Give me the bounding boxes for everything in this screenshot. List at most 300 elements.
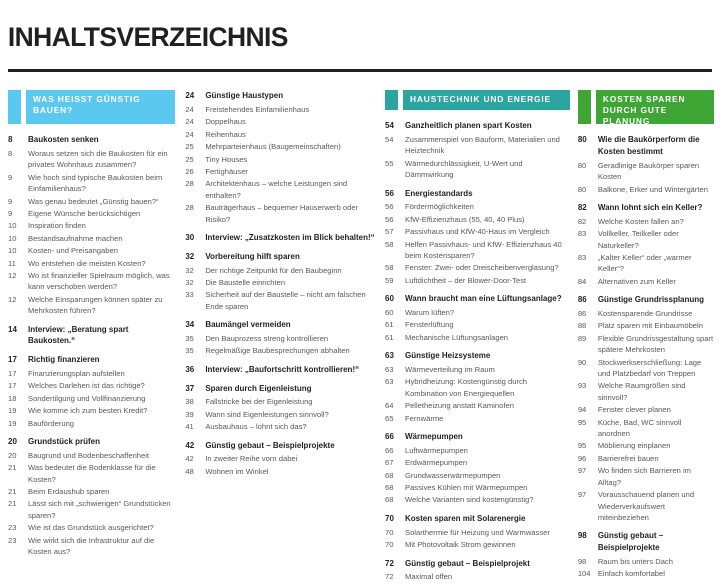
toc-page-number: 10 <box>8 233 17 243</box>
toc-entry-label: Eigene Wünsche berücksichtigen <box>28 208 141 218</box>
toc-entry-label: Maximal offen <box>405 572 453 582</box>
toc-page-number: 59 <box>385 275 394 285</box>
toc-page-number: 90 <box>577 357 587 367</box>
toc-entry-row[interactable] <box>385 445 570 456</box>
toc-entry-label: Passivhaus und KfW-40-Haus im Vergleich <box>405 227 550 237</box>
toc-entry-row[interactable] <box>385 307 570 318</box>
toc-entry-row[interactable] <box>185 141 375 152</box>
toc-page-number: 24 <box>185 129 194 139</box>
toc-page-number: 55 <box>385 158 394 168</box>
toc-entry-row[interactable] <box>385 262 570 273</box>
toc-entry-row[interactable] <box>578 453 714 464</box>
toc-page-number: 80 <box>577 135 587 145</box>
toc-chapter-row[interactable] <box>185 383 375 395</box>
toc-entry-label: Günstige Grundrissplanung <box>597 295 705 305</box>
toc-entry-row[interactable] <box>8 233 175 244</box>
toc-page-number: 9 <box>8 172 13 182</box>
toc-chapter-row[interactable] <box>578 134 714 158</box>
toc-entry-label: Hybridheizung: Kostengünstig durch Kombination von Energiequellen <box>405 377 527 398</box>
toc-page-number: 98 <box>577 556 587 566</box>
toc-column-2 <box>185 90 385 478</box>
toc-entry-label: Sparen durch Eigenleistung <box>205 383 312 393</box>
toc-entry-label: Energiestandards <box>405 188 473 198</box>
toc-entry-label: Wie ist das Grundstück ausgerichtet? <box>28 523 154 533</box>
toc-page-number: 30 <box>185 233 195 243</box>
toc-entry-row[interactable] <box>8 405 175 416</box>
toc-entry-label: Kosten sparen mit Solarenergie <box>405 513 526 523</box>
section-header-kosten-sparen-durch-gute-planung <box>578 90 714 127</box>
toc-page-number: 95 <box>577 441 587 451</box>
toc-entry-row[interactable] <box>185 116 375 127</box>
toc-page-number: 57 <box>385 227 394 237</box>
toc-entry-label: Fernwärme <box>405 413 444 423</box>
toc-entry-row[interactable] <box>385 539 570 550</box>
toc-entry-label: Kostensparende Grundrisse <box>597 309 693 318</box>
toc-entry-label: Möblierung einplanen <box>597 441 671 451</box>
toc-entry-row[interactable] <box>8 294 175 317</box>
toc-entry-label: Fenster: Zwei- oder Dreischeibenverglasung? <box>405 263 559 273</box>
toc-entry-row[interactable] <box>8 462 175 485</box>
toc-page-number: 39 <box>185 409 194 419</box>
toc-page-number: 11 <box>8 258 16 268</box>
toc-page-number: 80 <box>577 160 587 170</box>
toc-page-number: 26 <box>185 166 194 176</box>
toc-page-number: 80 <box>577 184 587 194</box>
toc-page-number: 19 <box>8 418 17 428</box>
toc-entry-label: Pelletheizung anstatt Kaminofen <box>405 401 514 411</box>
toc-entry-label: Bauförderung <box>28 418 75 428</box>
toc-page-number: 58 <box>385 263 394 273</box>
toc-chapter-row[interactable] <box>185 319 375 331</box>
toc-entry-label: Der richtige Zeitpunkt für den Baubeginn <box>205 265 342 275</box>
toc-entry-label: Mit Photovoltaik Strom gewinnen <box>405 540 516 550</box>
toc-entry-label: Welches Darlehen ist das richtige? <box>28 381 145 391</box>
toc-entry-label: Kosten- und Preisangaben <box>28 246 118 256</box>
toc-page-number: 56 <box>385 188 394 198</box>
toc-page-number: 20 <box>8 437 17 447</box>
toc-entry-label: Doppelhaus <box>205 117 246 127</box>
section-header-label: HAUSTECHNIK UND ENERGIE <box>403 90 570 110</box>
toc-entry-label: Vollkeller, Teilkeller oder Naturkeller? <box>597 229 679 250</box>
toc-entry-row[interactable] <box>578 556 714 567</box>
toc-entry-label: Wo ist finanzieller Spielraum möglich, was kann verschoben werden? <box>28 271 170 292</box>
toc-entry-row[interactable] <box>385 275 570 286</box>
toc-page-number: 21 <box>8 499 17 509</box>
toc-entry-row[interactable] <box>578 308 714 319</box>
toc-entry-label: Solarthermie für Heizung und Warmwasser <box>405 527 550 537</box>
toc-entry-row[interactable] <box>8 148 175 171</box>
toc-entry-label: Günstig gebaut – Beispielprojekte <box>205 440 335 450</box>
toc-entry-row[interactable] <box>385 527 570 538</box>
toc-entry-label: Lässt sich mit „schwierigen“ Grundstücken sparen? <box>28 499 171 520</box>
toc-entry-label: Welche Einsparungen können später zu Mehrkosten führen? <box>28 294 163 316</box>
toc-entry-row[interactable] <box>8 258 175 269</box>
toc-page-number: 70 <box>385 527 394 537</box>
toc-page-number: 36 <box>185 364 195 374</box>
toc-chapter-row[interactable] <box>185 90 375 102</box>
toc-entry-label: Die Baustelle einrichten <box>205 278 286 288</box>
toc-entry-row[interactable] <box>185 345 375 356</box>
toc-entry-label: Richtig finanzieren <box>28 355 100 365</box>
toc-page-number: 97 <box>577 490 587 500</box>
toc-entry-row[interactable] <box>185 202 375 225</box>
toc-entry-row[interactable] <box>185 466 375 477</box>
toc-entry-label: Geradlinige Baukörper sparen Kosten <box>597 160 700 182</box>
toc-page-number: 72 <box>385 558 394 568</box>
toc-page-number: 63 <box>385 377 394 387</box>
toc-entry-row[interactable] <box>385 226 570 237</box>
section-header-was-heisst-guenstig-bauen <box>8 90 175 124</box>
toc-page-number: 96 <box>577 453 587 463</box>
toc-entry-label: Luftdichtheit – der Blower-Door-Test <box>405 275 527 285</box>
toc-entry-row[interactable] <box>578 380 714 403</box>
toc-entry-label: Wie komme ich zum besten Kredit? <box>28 406 148 416</box>
toc-entry-label: Wie hoch sind typische Baukosten beim Einfamilienhaus? <box>28 172 163 194</box>
toc-entry-label: Platz sparen mit Einbaumöbeln <box>597 321 703 331</box>
toc-entries-column-4 <box>578 134 714 580</box>
page-title: INHALTSVERZEICHNIS <box>7 22 288 53</box>
toc-entry-label: Fördermöglichkeiten <box>405 202 474 212</box>
toc-page-number: 24 <box>185 117 194 127</box>
toc-page-number: 86 <box>577 295 587 305</box>
toc-chapter-row[interactable] <box>385 350 570 362</box>
toc-entry-row[interactable] <box>578 489 714 523</box>
toc-page-number: 54 <box>385 121 394 131</box>
toc-entry-row[interactable] <box>578 320 714 331</box>
toc-entry-label: Bauträgerhaus – bequemer Hauserwerb oder Risiko? <box>205 203 359 224</box>
toc-page-number: 82 <box>577 216 587 226</box>
toc-page-number: 17 <box>8 355 17 365</box>
toc-entry-label: Finanzierungsplan aufstellen <box>28 369 125 379</box>
toc-entry-label: Wohnen im Winkel <box>205 466 269 476</box>
toc-page-number: 9 <box>8 196 13 206</box>
section-accent-tab <box>578 90 591 124</box>
toc-entry-row[interactable] <box>185 178 375 201</box>
section-header-label: KOSTEN SPAREN DURCH GUTE PLANUNG <box>596 90 714 124</box>
toc-entry-label: Küche, Bad, WC sinnvoll anordnen <box>597 417 682 439</box>
toc-chapter-row[interactable] <box>385 431 570 443</box>
toc-entry-row[interactable] <box>8 418 175 429</box>
toc-page-number: 20 <box>8 450 17 460</box>
toc-entry-label: Welche Raumgrößen sind sinnvoll? <box>597 381 686 402</box>
toc-entry-row[interactable] <box>385 457 570 468</box>
toc-entry-label: Interview: „Zusatzkosten im Blick behalten!“ <box>205 233 375 243</box>
toc-page-number: 34 <box>185 320 195 330</box>
toc-entry-label: Vorbereitung hilft sparen <box>205 251 300 261</box>
toc-chapter-row[interactable] <box>385 188 570 200</box>
toc-entry-row[interactable] <box>8 270 175 293</box>
toc-entry-row[interactable] <box>8 196 175 207</box>
toc-entry-row[interactable] <box>578 276 714 287</box>
toc-page-number: 37 <box>185 383 195 393</box>
toc-page-number: 54 <box>385 134 394 144</box>
toc-page-number: 68 <box>385 495 394 505</box>
toc-entry-label: Ausbauhaus – lohnt sich das? <box>205 422 307 432</box>
toc-page-number: 10 <box>8 221 17 231</box>
toc-page-number: 35 <box>185 346 194 356</box>
toc-entry-row[interactable] <box>385 134 570 157</box>
toc-entry-label: Stockwerkserschließung: Lage und Platzbedarf von Treppen <box>597 357 702 379</box>
toc-entry-row[interactable] <box>185 421 375 432</box>
toc-entry-label: Barrierefrei bauen <box>597 453 659 463</box>
toc-entry-label: Reihenhaus <box>205 129 246 139</box>
section-accent-tab <box>8 90 21 124</box>
toc-page-number: 61 <box>385 320 394 330</box>
toc-entry-row[interactable] <box>8 450 175 461</box>
toc-page-number: 12 <box>8 294 17 304</box>
toc-page-number: 56 <box>385 202 394 212</box>
toc-page-number: 28 <box>185 179 194 189</box>
section-header-label: WAS HEISST GÜNSTIG BAUEN? <box>26 90 175 124</box>
section-accent-tab <box>385 90 398 110</box>
toc-page-number: 32 <box>185 278 194 288</box>
toc-entry-label: „Kalter Keller“ oder „warmer Keller“? <box>597 252 692 274</box>
toc-entry-label: Einfach komfortabel <box>597 569 665 579</box>
toc-entry-label: Fertighäuser <box>205 166 248 176</box>
toc-entry-row[interactable] <box>185 104 375 115</box>
toc-page-number: 68 <box>385 483 394 493</box>
toc-entry-label: Wie die Baukörperform die Kosten bestimmt <box>597 135 700 156</box>
toc-page-number: 35 <box>185 334 194 344</box>
toc-entry-label: Alternativen zum Keller <box>597 276 676 286</box>
toc-entry-row[interactable] <box>385 239 570 262</box>
toc-chapter-row[interactable] <box>578 202 714 214</box>
toc-page-number: 70 <box>385 513 394 523</box>
toc-page-number: 18 <box>8 393 17 403</box>
toc-entry-label: Mechanische Lüftungsanlagen <box>405 332 509 342</box>
toc-entry-row[interactable] <box>578 440 714 451</box>
toc-entry-label: Flexible Grundrissgestaltung spart spätere Mehrkosten <box>597 333 714 355</box>
toc-page-number: 97 <box>577 466 587 476</box>
toc-entry-label: Wann sind Eigenleistungen sinnvoll? <box>205 409 329 419</box>
toc-entry-row[interactable] <box>8 535 175 558</box>
toc-entry-row[interactable] <box>8 245 175 256</box>
toc-column-4 <box>578 90 714 581</box>
toc-entry-row[interactable] <box>578 184 714 195</box>
toc-entry-label: Freistehendes Einfamilienhaus <box>205 104 310 114</box>
toc-page-number: 8 <box>8 135 13 145</box>
toc-page-number: 19 <box>8 406 17 416</box>
toc-chapter-row[interactable] <box>8 324 175 348</box>
toc-page-number: 28 <box>185 203 194 213</box>
toc-page-number: 98 <box>577 531 587 541</box>
toc-page-number: 89 <box>577 333 587 343</box>
toc-entry-label: Warum lüften? <box>405 308 455 318</box>
toc-page-number: 72 <box>385 572 394 582</box>
toc-entry-row[interactable] <box>185 129 375 140</box>
toc-chapter-row[interactable] <box>385 120 570 132</box>
toc-entry-row[interactable] <box>385 332 570 343</box>
toc-page-number: 9 <box>8 208 13 218</box>
toc-entry-row[interactable] <box>8 522 175 533</box>
toc-page-number: 84 <box>577 276 587 286</box>
toc-entry-row[interactable] <box>185 154 375 165</box>
toc-entry-row[interactable] <box>185 289 375 312</box>
toc-page-number: 32 <box>185 251 195 261</box>
toc-page-number: 21 <box>8 487 17 497</box>
toc-entry-row[interactable] <box>8 220 175 231</box>
toc-entry-label: KfW-Effizienzhaus (55, 40, 40 Plus) <box>405 214 525 224</box>
toc-entry-label: Den Bauprozess streng kontrollieren <box>205 334 329 344</box>
toc-page-number: 64 <box>385 401 394 411</box>
toc-entry-label: Helfen Passivhaus- und KfW- Effizienzhaus 40 beim Kostensparen? <box>405 239 562 260</box>
toc-columns <box>0 72 720 584</box>
toc-entry-row[interactable] <box>578 357 714 380</box>
toc-page-number: 95 <box>577 417 587 427</box>
toc-entry-row[interactable] <box>578 417 714 440</box>
toc-entry-row[interactable] <box>385 494 570 505</box>
toc-entry-row[interactable] <box>578 568 714 579</box>
toc-entry-row[interactable] <box>185 409 375 420</box>
toc-entry-label: Raum bis unters Dach <box>597 556 673 566</box>
toc-entry-row[interactable] <box>578 252 714 275</box>
toc-entries-column-2 <box>185 90 375 477</box>
toc-entries-column-3 <box>385 120 570 583</box>
toc-entry-row[interactable] <box>385 376 570 399</box>
toc-chapter-row[interactable] <box>385 513 570 525</box>
toc-entry-row[interactable] <box>385 319 570 330</box>
toc-entry-label: Fensterlüftung <box>405 320 454 330</box>
toc-entry-label: Günstig gebaut – Beispielprojekt <box>405 558 530 568</box>
toc-page-number: 24 <box>185 104 194 114</box>
toc-entry-label: Wärmedurchlässigkeit, U-Wert und Dämmwirkung <box>405 158 523 180</box>
toc-page-number: 12 <box>8 271 17 281</box>
toc-page-number: 58 <box>385 239 394 249</box>
toc-entry-row[interactable] <box>8 380 175 391</box>
toc-page-number: 17 <box>8 369 17 379</box>
toc-page-number: 60 <box>385 308 394 318</box>
toc-entry-label: Grundstück prüfen <box>28 437 101 447</box>
toc-entry-label: Welche Varianten sind kostengünstig? <box>405 495 534 505</box>
toc-page-number: 25 <box>185 142 194 152</box>
toc-page-number: 14 <box>8 324 17 334</box>
toc-entry-label: Günstig gebaut – Beispielprojekte <box>597 531 664 553</box>
toc-entry-label: Beim Erdaushub sparen <box>28 487 110 497</box>
toc-entry-label: Fenster clever planen <box>597 405 671 415</box>
toc-entry-label: Sondertilgung und Vollfinanzierung <box>28 393 146 403</box>
toc-entry-row[interactable] <box>8 498 175 521</box>
toc-entry-label: Architektenhaus – welche Leistungen sind enthalten? <box>205 179 348 200</box>
toc-page-number: 17 <box>8 381 17 391</box>
toc-entry-label: Passives Kühlen mit Wärmepumpen <box>405 483 528 493</box>
toc-entry-row[interactable] <box>185 396 375 407</box>
toc-page-number: 104 <box>577 569 591 579</box>
toc-entry-row[interactable] <box>385 214 570 225</box>
toc-entry-row[interactable] <box>8 486 175 497</box>
toc-chapter-row[interactable] <box>8 436 175 448</box>
toc-chapter-row[interactable] <box>385 558 570 570</box>
toc-page-number: 63 <box>385 365 394 375</box>
toc-entry-row[interactable] <box>8 172 175 195</box>
toc-entry-row[interactable] <box>385 482 570 493</box>
toc-entry-label: Was bedeutet die Bodenklasse für die Kosten? <box>28 463 156 484</box>
toc-entry-label: Grundwasserwärmepumpen <box>405 470 501 480</box>
toc-page-number: 65 <box>385 413 394 423</box>
toc-page-number: 93 <box>577 381 587 391</box>
toc-page-number: 10 <box>8 246 17 256</box>
toc-entry-label: Wo finden sich Barrieren im Alltag? <box>597 466 691 487</box>
toc-page-number: 41 <box>185 422 194 432</box>
toc-page-number: 33 <box>185 290 194 300</box>
toc-page-number: 23 <box>8 535 17 545</box>
toc-entry-label: Günstige Heizsysteme <box>405 351 491 361</box>
toc-entry-row[interactable] <box>578 228 714 251</box>
toc-chapter-row[interactable] <box>578 530 714 554</box>
toc-page-number: 86 <box>577 309 587 318</box>
toc-chapter-row[interactable] <box>385 293 570 305</box>
toc-entry-label: Balkone, Erker und Wintergärten <box>597 184 708 194</box>
toc-column-3 <box>385 90 578 584</box>
toc-chapter-row[interactable] <box>8 134 175 146</box>
toc-entry-row[interactable] <box>578 216 714 227</box>
toc-entry-row[interactable] <box>185 265 375 276</box>
toc-chapter-row[interactable] <box>185 440 375 452</box>
toc-entry-label: Interview: „Baufortschritt kontrollieren!“ <box>205 364 360 374</box>
toc-entry-row[interactable] <box>385 571 570 582</box>
toc-page-number: 56 <box>385 214 394 224</box>
toc-entry-row[interactable] <box>8 368 175 379</box>
toc-chapter-row[interactable] <box>8 354 175 366</box>
toc-entry-row[interactable] <box>8 393 175 404</box>
toc-entry-label: Günstige Haustypen <box>205 91 284 101</box>
toc-entry-label: Inspiration finden <box>28 221 86 231</box>
toc-page-number: 94 <box>577 405 587 415</box>
toc-page-number: 88 <box>577 321 587 331</box>
section-header-haustechnik-und-energie <box>385 90 570 110</box>
toc-page-number: 42 <box>185 454 194 464</box>
toc-entry-label: Mehrparteienhaus (Baugemeinschaften) <box>205 142 341 152</box>
toc-chapter-row[interactable] <box>185 364 375 376</box>
toc-chapter-row[interactable] <box>185 232 375 244</box>
toc-entry-row[interactable] <box>385 364 570 375</box>
toc-entry-row[interactable] <box>578 404 714 415</box>
toc-page-number: 21 <box>8 463 17 473</box>
toc-entry-row[interactable] <box>578 465 714 488</box>
toc-entry-row[interactable] <box>8 208 175 219</box>
toc-entry-row[interactable] <box>385 413 570 424</box>
toc-page-number: 38 <box>185 397 194 407</box>
toc-entry-row[interactable] <box>185 166 375 177</box>
toc-chapter-row[interactable] <box>578 294 714 306</box>
toc-page-number: 63 <box>385 351 394 361</box>
toc-page-number: 23 <box>8 523 17 533</box>
toc-page-number: 42 <box>185 440 195 450</box>
toc-entry-label: Luftwärmepumpen <box>405 445 468 455</box>
toc-page-number: 48 <box>185 466 194 476</box>
toc-entry-row[interactable] <box>578 333 714 356</box>
toc-entry-row[interactable] <box>385 201 570 212</box>
toc-entry-label: Wärmepumpen <box>405 432 463 442</box>
toc-page-number: 66 <box>385 445 394 455</box>
toc-entry-label: Vorausschauend planen und Wiederverkaufswert miteinbeziehen <box>597 490 695 522</box>
toc-entry-label: Was genau bedeutet „Günstig bauen?“ <box>28 196 159 206</box>
toc-page-number: 60 <box>385 294 394 304</box>
toc-page-number: 25 <box>185 154 194 164</box>
toc-entry-label: Wo entstehen die meisten Kosten? <box>28 258 146 268</box>
toc-entry-row[interactable] <box>385 470 570 481</box>
toc-entry-label: In zweiter Reihe vorn dabei <box>205 454 298 464</box>
toc-entry-row[interactable] <box>578 160 714 183</box>
toc-entry-row[interactable] <box>385 400 570 411</box>
toc-entry-row[interactable] <box>185 453 375 464</box>
toc-entry-row[interactable] <box>185 333 375 344</box>
toc-entry-label: Baugrund und Bodenbeschaffenheit <box>28 450 150 460</box>
toc-chapter-row[interactable] <box>185 251 375 263</box>
toc-entry-row[interactable] <box>185 277 375 288</box>
toc-entry-label: Woraus setzen sich die Baukosten für ein privates Wohnhaus zusammen? <box>28 148 168 170</box>
toc-entry-label: Ganzheitlich planen spart Kosten <box>405 121 532 131</box>
toc-entry-row[interactable] <box>385 158 570 181</box>
